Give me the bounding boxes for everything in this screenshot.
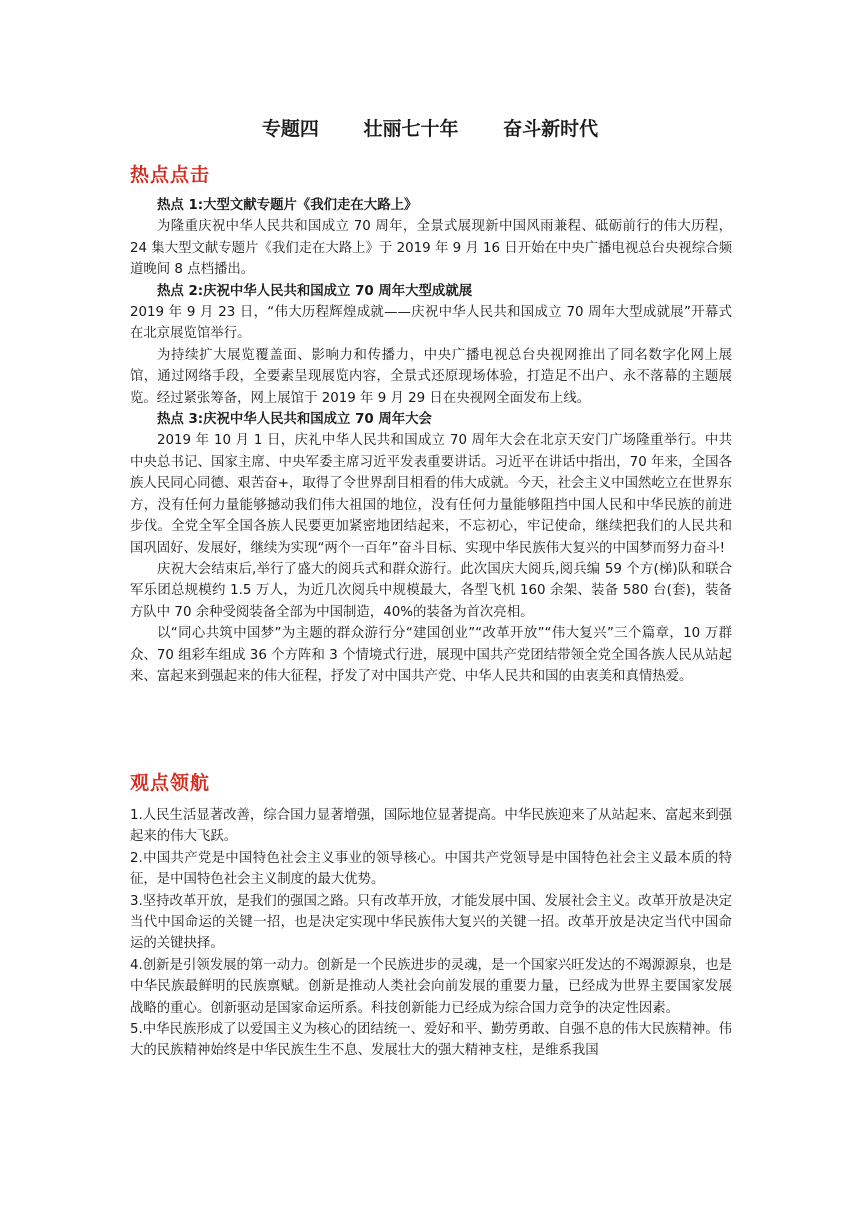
section-heading-hot-topics: 热点点击 bbox=[130, 164, 211, 186]
viewpoints-body bbox=[130, 805, 732, 1062]
hot-topics-body bbox=[130, 195, 732, 687]
title-theme-1: 壮丽七十年 bbox=[363, 118, 459, 140]
hot-topic-1-paragraph: 为隆重庆祝中华人民共和国成立 70 周年，全景式展现新中国风雨兼程、砥砺前行的伟大历程，24 集大型文献专题片《我们走在大路上》于 2019 年 9 月 16 日开始在中央广播电视总台央视综合频道晚间 8 点档播出。 bbox=[130, 219, 732, 278]
title-theme-2: 奋斗新时代 bbox=[503, 118, 599, 140]
viewpoint-item: 2.中国共产党是中国特色社会主义事业的领导核心。中国共产党领导是中国特色社会主义最本质的特征，是中国特色社会主义制度的最大优势。 bbox=[130, 850, 732, 888]
hot-topic-2-heading: 热点 2:庆祝中华人民共和国成立 70 周年大型成就展 bbox=[157, 283, 473, 299]
viewpoint-item: 3.坚持改革开放，是我们的强国之路。只有改革开放，才能发展中国、发展社会主义。改革开放是决定当代中国命运的关键一招，也是决定实现中华民族伟大复兴的关键一招。改革开放是决定当代中国命运的关键抉择。 bbox=[130, 893, 732, 952]
hot-topic-3-paragraph-1: 2019 年 10 月 1 日，庆礼中华人民共和国成立 70 周年大会在北京天安门广场隆重举行。中共中央总书记、国家主席、中央军委主席习近平发表重要讲话。习近平在讲话中指出，70 年来，全国各族人民同心同德、艰苦奋+，取得了令世界刮目相看的伟大成就。今天，社会主义中国然屹立在世界东方，没有任何力量能够撼动我们伟大祖国的地位，没有任何力量能够阻挡中国人民和中华民族的前进步伐。全党全军全国各族人民要更加紧密地团结起来，不忘初心，牢记使命，继续把我们的人民共和国巩固好、发展好，继续为实现“两个一百年”奋斗目标、实现中华民族伟大复兴的中国梦而努力奋斗! bbox=[130, 433, 732, 556]
viewpoint-item: 5.中华民族形成了以爱国主义为核心的团结统一、爱好和平、勤劳勇敢、自强不息的伟大民族精神。伟大的民族精神始终是中华民族生生不息、发展壮大的强大精神支柱，是维系我国 bbox=[130, 1022, 732, 1059]
page-title bbox=[0, 114, 860, 141]
hot-topic-3-paragraph-3: 以“同心共筑中国梦”为主题的群众游行分“建国创业”“改革开放”“伟大复兴”三个篇章，10 万群众、70 组彩车组成 36 个方阵和 3 个情境式行进，展现中国共产党团结带领全党全国各族人民从站起来、富起来到强起来的伟大征程，抒发了对中国共产党、中华人民共和国的由衷美和真情热爱。 bbox=[130, 626, 732, 684]
hot-topic-3-heading: 热点 3:庆祝中华人民共和国成立 70 周年大会 bbox=[157, 412, 432, 428]
title-topic-number: 专题四 bbox=[261, 118, 319, 140]
hot-topic-1-heading: 热点 1:大型文献专题片《我们走在大路上》 bbox=[157, 198, 418, 213]
section-heading-viewpoints: 观点领航 bbox=[130, 772, 211, 794]
hot-topic-2-paragraph: 为持续扩大展览覆盖面、影响力和传播力，中央广播电视总台央视网推出了同名数字化网上展馆，通过网络手段，全要素呈现展览内容，全景式还原现场体验，打造足不出户、永不落幕的主题展览。经过紧张筹备，网上展馆于 2019 年 9 月 29 日在央视网全面发布上线。 bbox=[130, 347, 732, 406]
viewpoint-item: 1.人民生活显著改善，综合国力显著增强，国际地位显著提高。中华民族迎来了从站起来、富起来到强起来的伟大飞跃。 bbox=[130, 808, 732, 845]
viewpoint-item: 4.创新是引领发展的第一动力。创新是一个民族进步的灵魂，是一个国家兴旺发达的不竭源源泉，也是中华民族最鲜明的民族禀赋。创新是推动人类社会向前发展的重要力量，已经成为世界主要国家发展战略的重心。创新驱动是国家命运所系。科技创新能力已经成为综合国力竞争的决定性因素。 bbox=[130, 957, 732, 1016]
hot-topic-3-paragraph-2: 庆祝大会结束后,举行了盛大的阅兵式和群众游行。此次国庆大阅兵,阅兵编 59 个方(梯)队和联合军乐团总规模约 1.5 万人，为近几次阅兵中规模最大，各型飞机 160 余架、装备 580 台(套)，装备方队中 70 余种受阅装备全部为中国制造，40%的装备为首次亮相。 bbox=[130, 561, 732, 620]
hot-topic-2-lead: 2019 年 9 月 23 日，“伟大历程辉煌成就——庆祝中华人民共和国成立 70 周年大型成就展”开幕式在北京展览馆举行。 bbox=[130, 305, 732, 342]
